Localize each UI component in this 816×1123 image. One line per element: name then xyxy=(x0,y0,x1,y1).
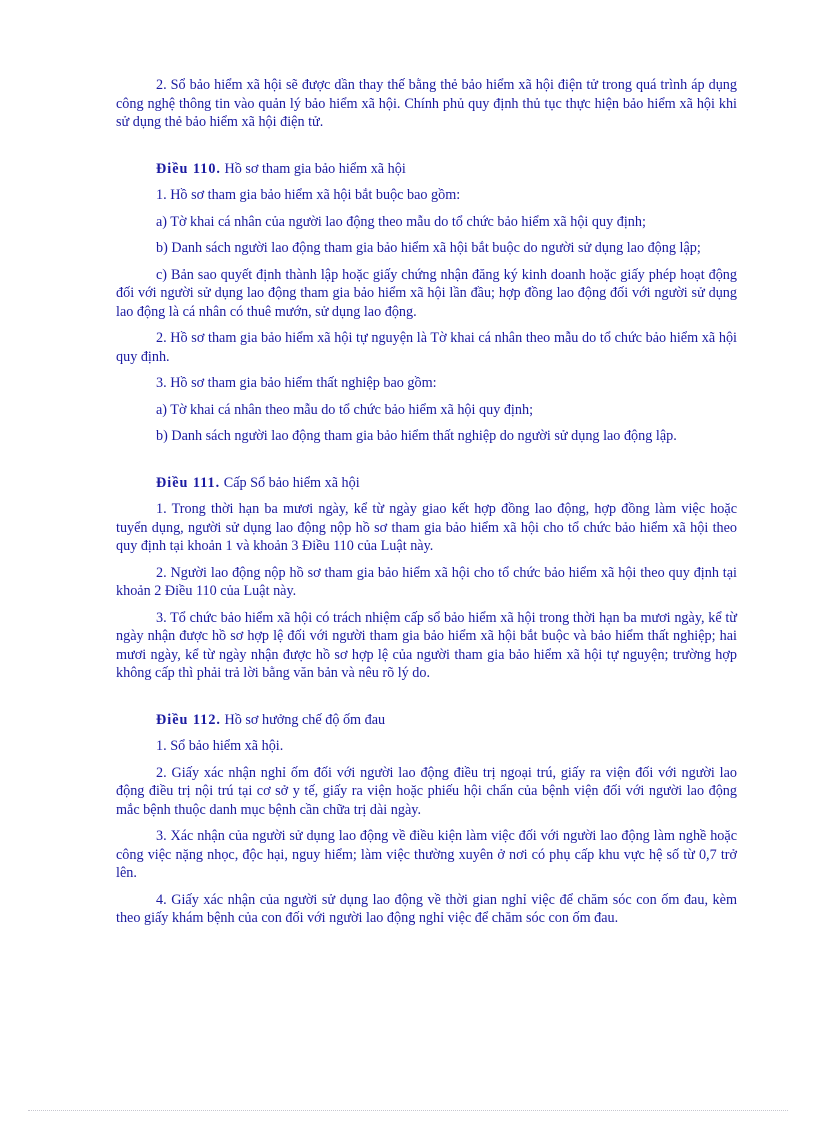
paragraph: a) Tờ khai cá nhân của người lao động theo mẫu do tổ chức bảo hiểm xã hội quy định; xyxy=(156,213,646,230)
paragraph: 2. Sổ bảo hiểm xã hội sẽ được dần thay thế bằng thẻ bảo hiểm xã hội điện tử trong quá trình áp dụng công nghệ thông tin vào quản lý bảo hiểm xã hội. Chính phủ quy định thủ tục thực hiện bảo hiểm xã hội khi sử dụng thẻ bảo hiểm xã hội điện tử. xyxy=(116,77,737,130)
article-number: Điều 112. xyxy=(156,711,221,728)
paragraph: b) Danh sách người lao động tham gia bảo hiểm thất nghiệp do người sử dụng lao động lập. xyxy=(156,428,677,444)
paragraph: c) Bản sao quyết định thành lập hoặc giấy chứng nhận đăng ký kinh doanh hoặc giấy phép hoạt động đối với người sử dụng lao động tham gia bảo hiểm xã hội lần đầu; hợp đồng lao động đối với người sử dụng lao động là cá nhân có thuê mướn, sử dụng lao động. xyxy=(116,266,737,320)
article-title: Cấp Sổ bảo hiểm xã hội xyxy=(220,474,360,491)
paragraph: 3. Tổ chức bảo hiểm xã hội có trách nhiệm cấp sổ bảo hiểm xã hội trong thời hạn ba mươi ngày, kể từ ngày nhận được hồ sơ hợp lệ đối với người tham gia bảo hiểm xã hội bắt buộc và bảo hiểm thất nghiệp; hai mươi ngày, kể từ ngày nhận được hồ sơ hợp lệ của người tham gia bảo hiểm xã hội tự nguyện; trường hợp không cấp thì phải trả lời bằng văn bản và nêu rõ lý do. xyxy=(116,609,737,681)
paragraph: 4. Giấy xác nhận của người sử dụng lao động về thời gian nghỉ việc để chăm sóc con ốm đau, kèm theo giấy khám bệnh của con đối với người lao động nghỉ việc để chăm sóc con ốm đau. xyxy=(116,891,737,926)
document-page xyxy=(116,76,737,936)
article-number: Điều 111. xyxy=(156,474,221,491)
paragraph: 2. Hồ sơ tham gia bảo hiểm xã hội tự nguyện là Tờ khai cá nhân theo mẫu do tổ chức bảo hiểm xã hội quy định. xyxy=(116,330,737,365)
page-footer-divider xyxy=(28,1110,788,1111)
paragraph: 3. Xác nhận của người sử dụng lao động về điều kiện làm việc đối với người lao động làm nghề hoặc công việc nặng nhọc, độc hại, nguy hiểm; làm việc thường xuyên ở nơi có phụ cấp khu vực hệ số từ 0,7 trở lên. xyxy=(116,828,737,881)
paragraph: b) Danh sách người lao động tham gia bảo hiểm xã hội bắt buộc do người sử dụng lao động lập; xyxy=(156,240,701,256)
article-number: Điều 110. xyxy=(156,160,221,177)
article-110-heading xyxy=(116,160,737,179)
paragraph: 2. Giấy xác nhận nghỉ ốm đối với người lao động điều trị ngoại trú, giấy ra viện đối với người lao động điều trị nội trú tại cơ sở y tế, giấy ra viện hoặc phiếu hội chẩn của bệnh viện đối với người lao động mắc bệnh thuộc danh mục bệnh cần chữa trị dài ngày. xyxy=(116,764,737,818)
article-111-heading xyxy=(116,474,737,493)
article-112-heading xyxy=(116,711,737,730)
paragraph: 1. Trong thời hạn ba mươi ngày, kể từ ngày giao kết hợp đồng lao động, hợp đồng làm việc hoặc tuyển dụng, người sử dụng lao động nộp hồ sơ tham gia bảo hiểm xã hội cho tổ chức bảo hiểm xã hội theo quy định tại khoản 1 và khoản 3 Điều 110 của Luật này. xyxy=(116,501,737,554)
article-title: Hồ sơ hưởng chế độ ốm đau xyxy=(220,711,386,728)
article-title: Hồ sơ tham gia bảo hiểm xã hội xyxy=(220,160,406,177)
paragraph: 2. Người lao động nộp hồ sơ tham gia bảo hiểm xã hội cho tổ chức bảo hiểm xã hội theo quy định tại khoản 2 Điều 110 của Luật này. xyxy=(116,564,737,599)
paragraph: 1. Hồ sơ tham gia bảo hiểm xã hội bắt buộc bao gồm: xyxy=(156,187,461,203)
paragraph: 1. Sổ bảo hiểm xã hội. xyxy=(156,738,284,754)
paragraph: a) Tờ khai cá nhân theo mẫu do tổ chức bảo hiểm xã hội quy định; xyxy=(156,401,534,418)
paragraph: 3. Hồ sơ tham gia bảo hiểm thất nghiệp bao gồm: xyxy=(156,375,437,391)
